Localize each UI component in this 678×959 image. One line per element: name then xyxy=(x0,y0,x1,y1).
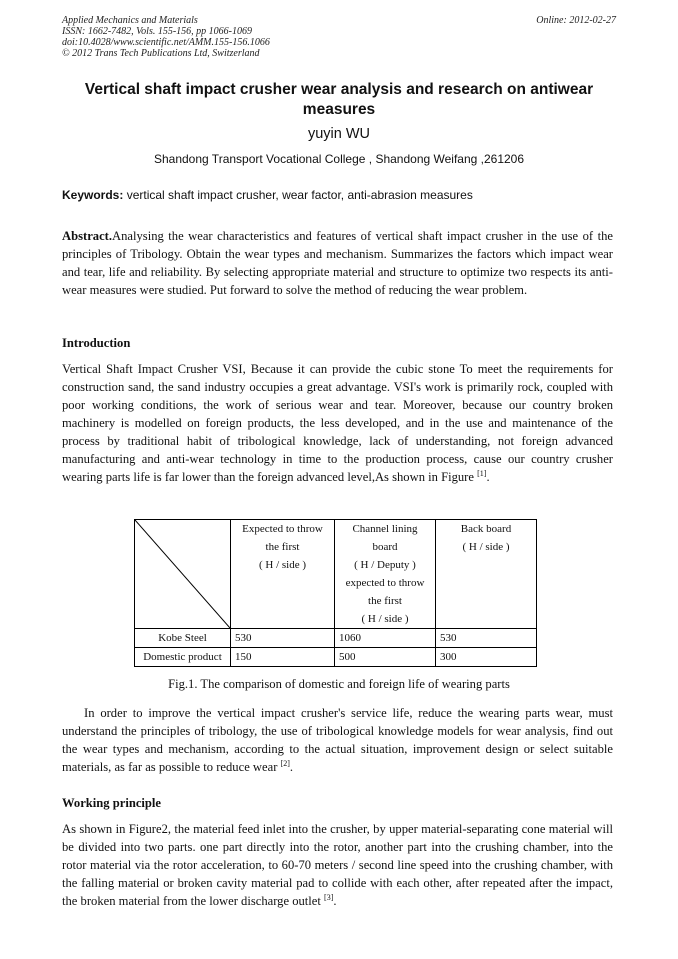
table-header-row xyxy=(135,520,537,629)
wear-life-table xyxy=(134,519,537,667)
abstract xyxy=(62,227,613,299)
journal-name: Applied Mechanics and Materials xyxy=(62,15,198,26)
table-cell: 1060 xyxy=(335,629,436,648)
issn-line: ISSN: 1662-7482, Vols. 155-156, pp 1066-1069 xyxy=(62,26,252,37)
working-principle-paragraph xyxy=(62,820,613,910)
abstract-label: Abstract. xyxy=(62,229,113,243)
citation-1[interactable]: [1] xyxy=(477,469,487,478)
paragraph-two xyxy=(62,704,613,776)
introduction-text: Vertical Shaft Impact Crusher VSI, Because it can provide the cubic stone To meet the requirements for construction sand, the sand industry occupies a great advantage. VSI's work is primarily rock, coupled with poor working conditions, the work of serious wear and tear. Moreover, because our country broken machinery is modelled on foreign products, the less developed, and in the use and maintenance of the process by traditional habit of tribological knowledge, lack of understanding, not foreign advanced manufacturing and anti-wear technology in time to the production process, cause our country crusher wearing parts life is far lower than the foreign advanced level,As shown in Figure xyxy=(62,362,613,484)
row-label: Kobe Steel xyxy=(135,629,231,648)
column-header-back-board: Back board ( H / side ) xyxy=(436,520,537,629)
keywords-text: vertical shaft impact crusher, wear factor, anti-abrasion measures xyxy=(123,188,473,202)
affiliation: Shandong Transport Vocational College , Shandong Weifang ,261206 xyxy=(153,152,525,166)
working-principle-tail: . xyxy=(333,894,337,908)
introduction-heading: Introduction xyxy=(62,336,131,350)
introduction-tail: . xyxy=(486,470,490,484)
author-name: yuyin WU xyxy=(307,126,371,142)
diagonal-corner-cell xyxy=(135,520,231,629)
doi-line: doi:10.4028/www.scientific.net/AMM.155-156.1066 xyxy=(62,37,270,48)
column-header-lining: Channel lining board ( H / Deputy ) expected to throw the first ( H / side ) xyxy=(335,520,436,629)
keywords-label: Keywords: xyxy=(62,188,124,202)
table-cell: 530 xyxy=(231,629,335,648)
diagonal-line xyxy=(135,520,230,628)
working-principle-heading: Working principle xyxy=(62,796,162,810)
table-cell: 150 xyxy=(231,648,335,667)
online-date: Online: 2012-02-27 xyxy=(536,15,616,26)
journal-header xyxy=(62,15,616,59)
paragraph-two-text: In order to improve the vertical impact crusher's service life, reduce the wearing parts wear, must understand the principles of tribology, the use of tribological knowledge models for wear analysis, find out the wear types and mechanism, according to the actual situation, improvement design or select suitable materials, as far as possible to reduce wear xyxy=(62,706,613,774)
introduction-paragraph xyxy=(62,360,613,486)
row-label: Domestic product xyxy=(135,648,231,667)
citation-2[interactable]: [2] xyxy=(280,759,290,768)
copyright-line: © 2012 Trans Tech Publications Ltd, Switzerland xyxy=(62,48,260,59)
citation-3[interactable]: [3] xyxy=(324,893,334,902)
column-header-throw: Expected to throw the first ( H / side ) xyxy=(231,520,335,629)
abstract-text: Analysing the wear characteristics and features of vertical shaft impact crusher in the use of the principles of Tribology. Obtain the wear types and mechanism. Summarizes the factors which impact wear and tear, life and reliability. By selecting appropriate material and structure to optimize two respects its anti-wear measures were studied. Put forward to solve the method of reducing the wear problem. xyxy=(62,229,613,297)
paper-title: Vertical shaft impact crusher wear analysis and research on antiwear measures xyxy=(84,81,594,118)
table-row xyxy=(135,648,537,667)
paragraph-two-tail: . xyxy=(289,760,294,774)
keywords xyxy=(62,188,616,202)
working-principle-text: As shown in Figure2, the material feed inlet into the crusher, by upper material-separating cone material will be divided into two parts. one part directly into the rotor, another part into the crushing chamber, into the rotor material via the rotor acceleration, to 60-70 meters / second line speed into the crushing chamber, with the falling material or broken cavity material pad to collide with each other, after repeated after the impact, the broken material from the lower discharge outlet xyxy=(62,822,613,908)
table-cell: 530 xyxy=(436,629,537,648)
table-cell: 300 xyxy=(436,648,537,667)
figure-caption: Fig.1. The comparison of domestic and foreign life of wearing parts xyxy=(168,677,510,691)
table-cell: 500 xyxy=(335,648,436,667)
table-row xyxy=(135,629,537,648)
